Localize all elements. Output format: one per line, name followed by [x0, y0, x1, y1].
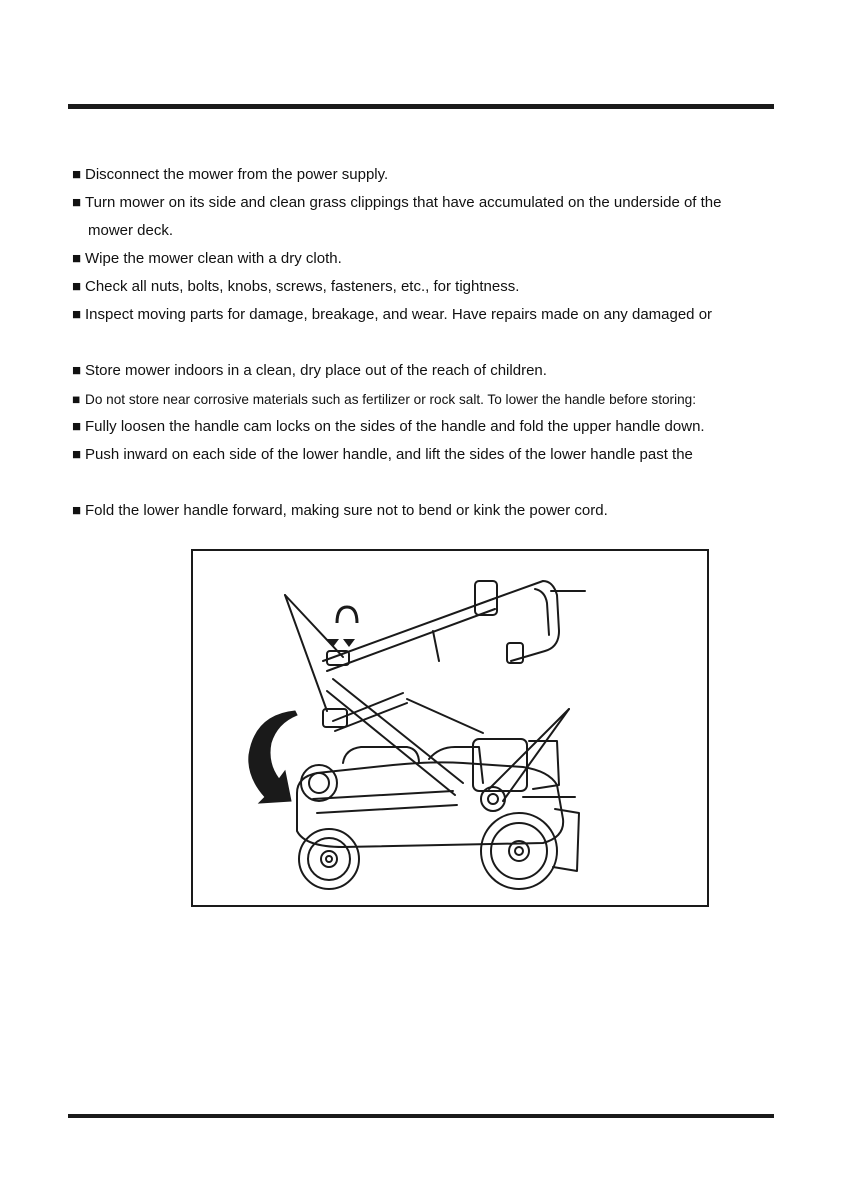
bullet-icon: ■	[72, 166, 82, 183]
rear-wheel	[481, 813, 557, 889]
mower-body	[297, 739, 579, 871]
lawn-mower-illustration	[193, 551, 707, 905]
upper-handle	[323, 581, 559, 671]
bullet-store-indoors: ■ Store mower indoors in a clean, dry place out of the reach of children.	[72, 362, 547, 379]
bullet-icon: ■	[72, 250, 82, 267]
bullet-icon: ■	[72, 194, 82, 211]
bullet-check-nuts: ■ Check all nuts, bolts, knobs, screws, fasteners, etc., for tightness.	[72, 278, 520, 295]
rear-small-wheel	[301, 765, 337, 801]
bullet-icon: ■	[72, 392, 81, 407]
callout-leader-lower-lock	[285, 595, 327, 711]
triangle-marker-icon	[343, 639, 355, 647]
bullet-icon: ■	[72, 446, 82, 463]
bullet-icon: ■	[72, 502, 82, 519]
header-rule	[68, 104, 774, 109]
rotate-arrow-icon	[337, 607, 357, 623]
bullet-clean-deck: ■ Turn mower on its side and clean grass clippings that have accumulated on the underside of the	[72, 194, 722, 211]
bullet-push-inward: ■ Push inward on each side of the lower handle, and lift the sides of the lower handle past the	[72, 446, 693, 463]
fold-arrow-icon	[249, 711, 297, 803]
footer-rule	[68, 1114, 774, 1118]
bullet-icon: ■	[72, 306, 82, 323]
bullet-icon: ■	[72, 362, 82, 379]
bullet-disconnect: ■ Disconnect the mower from the power supply.	[72, 166, 389, 183]
lower-handle	[323, 651, 483, 795]
bullet-fold-handle: ■ Fold the lower handle forward, making sure not to bend or kink the power cord.	[72, 502, 608, 519]
bullet-clean-deck-continued: mower deck.	[88, 222, 174, 239]
bullet-inspect: ■ Inspect moving parts for damage, breakage, and wear. Have repairs made on any damaged or	[72, 306, 713, 323]
mower-figure	[191, 549, 709, 907]
bullet-wipe: ■ Wipe the mower clean with a dry cloth.	[72, 250, 342, 267]
front-wheel	[299, 829, 359, 889]
bullet-loosen-cam-locks: ■ Fully loosen the handle cam locks on the sides of the handle and fold the upper handle down.	[72, 418, 705, 435]
callout-leader-handle-base-2	[503, 709, 569, 801]
bullet-corrosive: ■ Do not store near corrosive materials such as fertilizer or rock salt. To lower the handle before storing:	[72, 392, 696, 407]
bullet-icon: ■	[72, 278, 82, 295]
callout-leader-upper-lock	[285, 595, 343, 657]
bullet-icon: ■	[72, 418, 82, 435]
